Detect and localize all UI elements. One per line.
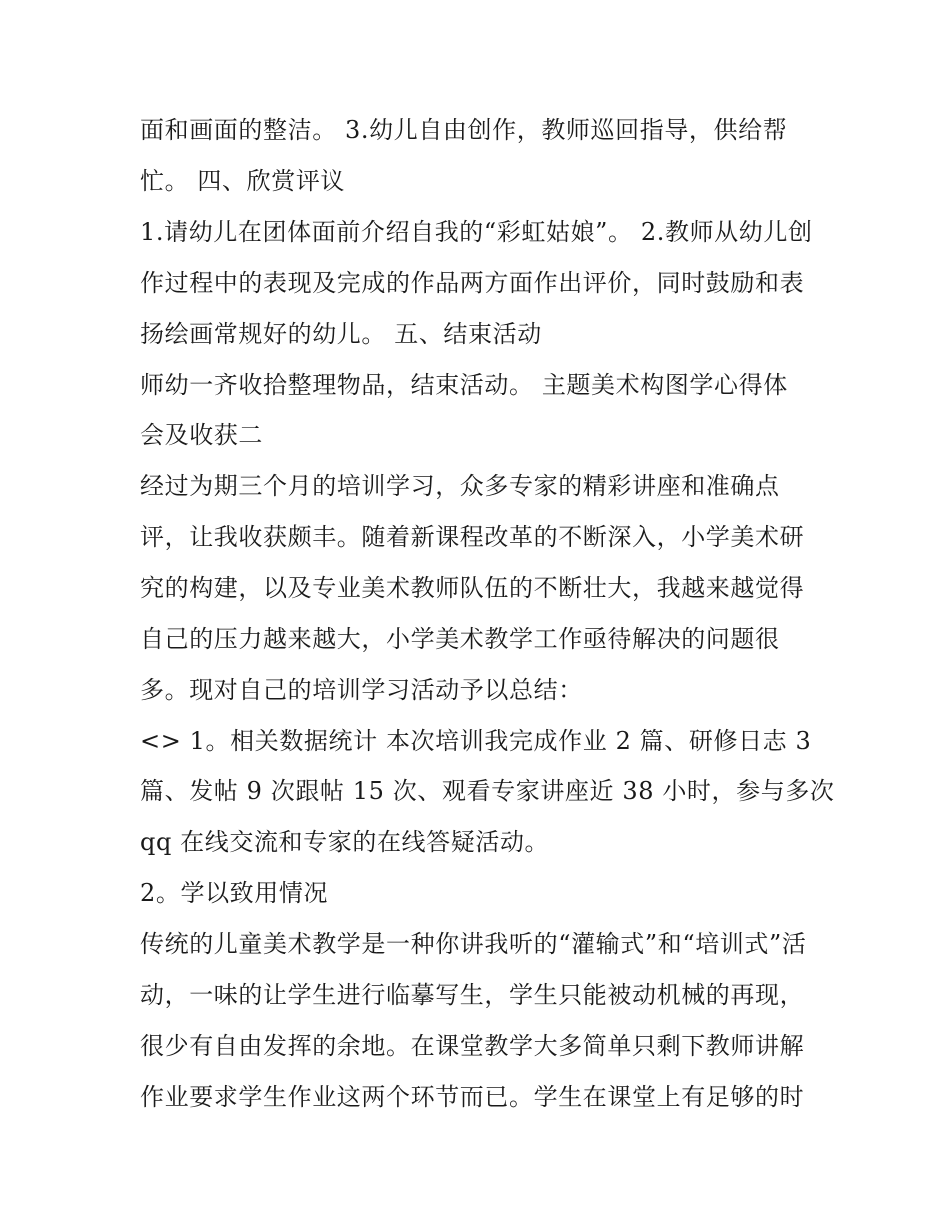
text-line: 自己的压力越来越大，小学美术教学工作亟待解决的问题很 — [140, 625, 780, 653]
text-line: 扬绘画常规好的幼儿。 五、结束活动 — [140, 320, 542, 348]
text-line: 经过为期三个月的培训学习，众多专家的精彩讲座和准确点 — [140, 472, 780, 500]
text-line: qq 在线交流和专家的在线答疑活动。 — [140, 828, 550, 856]
text-line: 动，一味的让学生进行临摹写生，学生只能被动机械的再现， — [140, 981, 805, 1009]
text-line: <> 1。相关数据统计 本次培训我完成作业 2 篇、研修日志 3 — [140, 727, 812, 755]
text-line: 会及收获二 — [140, 421, 263, 449]
text-line: 2。学以致用情况 — [140, 879, 329, 907]
text-line: 究的构建，以及专业美术教师队伍的不断壮大，我越来越觉得 — [140, 574, 805, 602]
text-line: 面和画面的整洁。 3.幼儿自由创作，教师巡回指导，供给帮 — [140, 116, 788, 144]
text-line: 1.请幼儿在团体面前介绍自我的“彩虹姑娘”。 2.教师从幼儿创 — [140, 218, 813, 246]
text-line: 篇、发帖 9 次跟帖 15 次、观看专家讲座近 38 小时，参与多次 — [140, 777, 835, 805]
text-line: 传统的儿童美术教学是一种你讲我听的“灌输式”和“培训式”活 — [140, 930, 807, 958]
text-line: 多。现对自己的培训学习活动予以总结： — [140, 676, 583, 704]
text-line: 很少有自由发挥的余地。在课堂教学大多简单只剩下教师讲解 — [140, 1032, 805, 1060]
text-line: 作过程中的表现及完成的作品两方面作出评价，同时鼓励和表 — [140, 269, 805, 297]
text-line: 师幼一齐收拾整理物品，结束活动。 主题美术构图学心得体 — [140, 371, 788, 399]
text-line: 忙。 四、欣赏评议 — [140, 167, 346, 195]
text-line: 评，让我收获颇丰。随着新课程改革的不断深入，小学美术研 — [140, 523, 805, 551]
text-line: 作业要求学生作业这两个环节而已。学生在课堂上有足够的时 — [140, 1083, 805, 1111]
